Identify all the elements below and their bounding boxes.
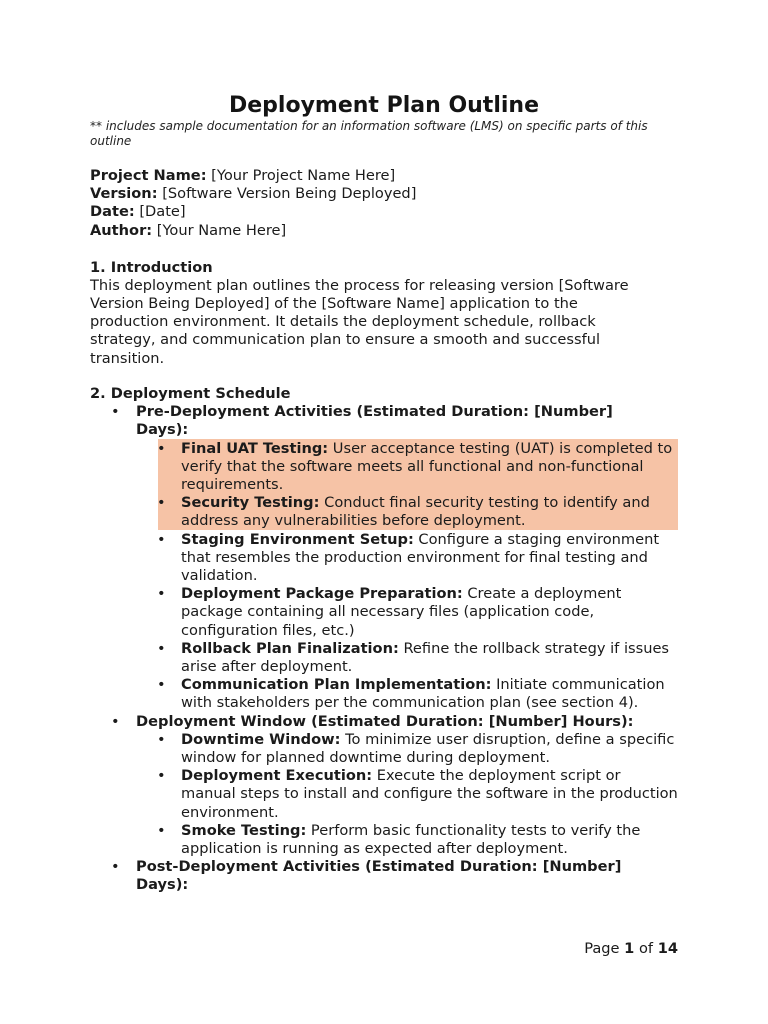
task-description: Initiate communication with stakeholders per the communication plan (see section 4). <box>181 676 665 712</box>
task-label: Rollback Plan Finalization: <box>181 639 399 657</box>
bullet-icon: • <box>157 639 166 657</box>
task-text <box>181 440 678 495</box>
task-item <box>90 767 690 822</box>
page-total: 14 <box>657 940 678 957</box>
meta-value: [Your Project Name Here] <box>211 167 396 184</box>
task-text <box>181 676 678 712</box>
task-item <box>90 494 690 530</box>
phase-list <box>90 403 690 894</box>
page-current: 1 <box>624 940 635 957</box>
task-item <box>90 822 690 858</box>
title-note: ** includes sample documentation for an information software (LMS) on specific parts of this outline <box>90 119 648 148</box>
phase-item <box>90 403 690 712</box>
task-label: Smoke Testing: <box>181 821 307 839</box>
task-text <box>181 822 678 858</box>
task-label: Deployment Package Preparation: <box>181 585 463 603</box>
introduction-section <box>90 259 680 368</box>
bullet-icon: • <box>157 730 166 748</box>
task-text <box>181 731 678 767</box>
phase-item <box>90 858 690 894</box>
task-description: To minimize user disruption, define a specific window for planned downtime during deployment. <box>181 730 675 767</box>
task-text <box>181 531 678 586</box>
page-prefix: Page <box>584 940 625 957</box>
meta-value: [Date] <box>139 203 186 221</box>
task-item <box>90 676 690 712</box>
task-item <box>90 585 690 640</box>
meta-value: [Your Name Here] <box>156 221 287 239</box>
introduction-heading: 1. Introduction <box>90 258 213 276</box>
task-description: Conduct final security testing to identify and address any vulnerabilities before deployment. <box>181 494 650 530</box>
task-label: Final UAT Testing: <box>181 439 329 457</box>
task-text <box>181 585 678 640</box>
meta-label: Date: <box>90 203 135 221</box>
page-sep: of <box>634 940 658 957</box>
task-text <box>181 494 678 530</box>
page-number <box>540 940 678 958</box>
meta-label: Project Name: <box>90 167 207 184</box>
task-item <box>90 531 690 586</box>
meta-value: [Software Version Being Deployed] <box>162 185 417 203</box>
bullet-icon: • <box>157 494 166 512</box>
task-label: Communication Plan Implementation: <box>181 676 492 694</box>
task-description: Refine the rollback strategy if issues arise after deployment. <box>181 639 670 676</box>
schedule-heading: 2. Deployment Schedule <box>90 385 291 402</box>
task-description: User acceptance testing (UAT) is completed to verify that the software meets all functional and non-functional requirements. <box>181 439 673 494</box>
meta-project-name <box>90 167 690 185</box>
task-description: Perform basic functionality tests to verify the application is running as expected after deployment. <box>181 821 641 858</box>
task-description: Configure a staging environment that resembles the production environment for final testing and validation. <box>181 530 660 585</box>
task-item <box>90 440 690 495</box>
task-label: Downtime Window: <box>181 730 341 748</box>
project-meta <box>90 167 690 240</box>
task-list <box>136 440 690 713</box>
bullet-icon: • <box>157 676 166 694</box>
bullet-icon: • <box>157 767 166 785</box>
phase-title: Pre-Deployment Activities (Estimated Duration: [Number] Days): <box>136 403 613 439</box>
phase-title: Deployment Window (Estimated Duration: [Number] Hours): <box>136 712 634 730</box>
bullet-icon: • <box>157 530 166 548</box>
bullet-icon: • <box>157 585 166 603</box>
bullet-icon: • <box>111 858 120 876</box>
task-description: Create a deployment package containing all necessary files (application code, configuration files, etc.) <box>181 585 622 639</box>
bullet-icon: • <box>157 439 166 457</box>
task-list <box>136 731 690 858</box>
task-text <box>181 767 678 822</box>
bullet-icon: • <box>157 821 166 839</box>
phase-item <box>90 713 690 859</box>
meta-author <box>90 222 690 240</box>
task-label: Deployment Execution: <box>181 767 373 785</box>
phase-title: Post-Deployment Activities (Estimated Duration: [Number] Days): <box>136 858 622 894</box>
task-item <box>90 731 690 767</box>
task-item <box>90 640 690 676</box>
meta-label: Version: <box>90 185 158 203</box>
introduction-body: This deployment plan outlines the process for releasing version [Software Version Being Deployed] of the [Software Name] application to the production environment. It details the deployment schedule, rollback strategy, and communication plan to ensure a smooth and successful transition. <box>90 276 629 367</box>
task-label: Staging Environment Setup: <box>181 530 414 548</box>
bullet-icon: • <box>111 712 120 730</box>
task-description: Execute the deployment script or manual steps to install and configure the software in the production environment. <box>181 767 678 821</box>
meta-version <box>90 185 690 203</box>
bullet-icon: • <box>111 403 120 421</box>
deployment-schedule-section <box>90 385 690 895</box>
meta-date <box>90 203 690 221</box>
page-title: Deployment Plan Outline <box>229 93 539 118</box>
task-text <box>181 640 678 676</box>
meta-label: Author: <box>90 221 153 239</box>
task-label: Security Testing: <box>181 494 320 512</box>
